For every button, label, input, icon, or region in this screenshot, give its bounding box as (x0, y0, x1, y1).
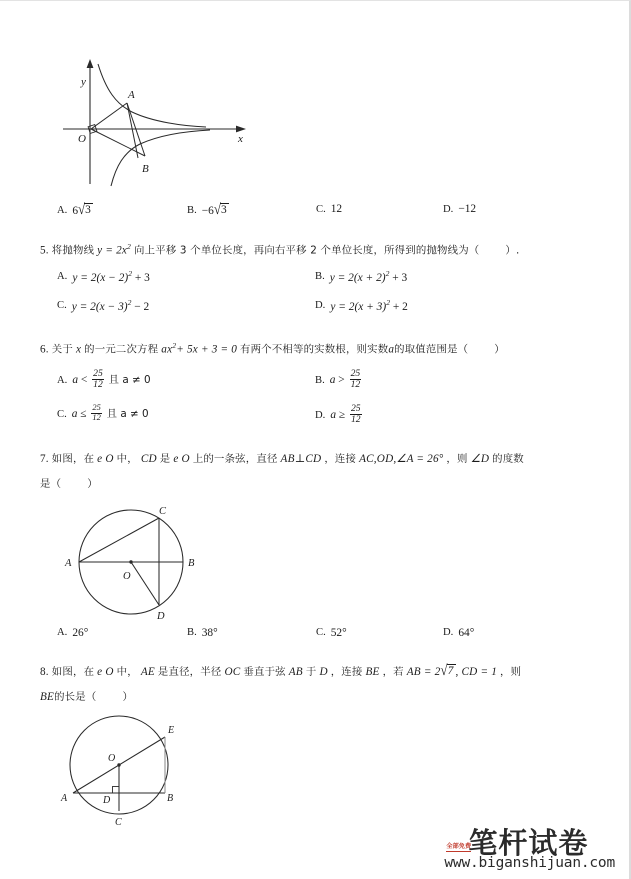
q5-text-c: ）. (505, 244, 520, 257)
q6-option-d-value (330, 405, 363, 426)
q5-option-c-tag: C. (57, 299, 67, 311)
q6-option-d-numerator: 25 (351, 403, 361, 415)
q6-formula-2: + 5x + 3 = 0 (176, 343, 238, 356)
svg-text:O: O (123, 570, 131, 582)
svg-text:C: C (159, 505, 167, 517)
q5-options-row-2 (40, 298, 600, 324)
q5-option-a[interactable] (57, 269, 150, 284)
q5-option-b[interactable] (315, 269, 407, 284)
q5-option-d-exp: 2 (386, 298, 390, 308)
svg-text:O: O (108, 753, 116, 765)
q7-angle-d: ∠D (470, 453, 490, 466)
question-7-stem (40, 449, 600, 470)
q6-option-c-var: a (71, 408, 78, 421)
q5-option-c-rhs: − 2 (134, 300, 150, 313)
q4-option-a-value: 6 √ 3 (72, 200, 91, 218)
hyperbola-svg (58, 46, 258, 191)
q6-option-d-tag: D. (315, 410, 326, 422)
q7-text-d: 上的一条弦，直径 (192, 453, 278, 466)
svg-text:A: A (128, 89, 135, 101)
q5-option-b-tag: B. (315, 270, 325, 282)
q6-option-c-suffix: 且 a ≠ 0 (106, 408, 149, 421)
q7-perp-symbol: ⊥ (294, 453, 306, 466)
q5-option-a-lhs: y = 2 (72, 271, 97, 284)
q8-circle-symbol: e (97, 665, 103, 678)
q7-segments: AC,OD, (359, 453, 397, 466)
q6-option-a-suffix: 且 a ≠ 0 (108, 374, 151, 387)
q7-text-b: 中， (116, 453, 138, 466)
q6-text-e: ） (494, 343, 505, 356)
q6-option-a-numerator: 25 (93, 368, 103, 380)
q6-options-row-1 (40, 370, 600, 400)
q5-option-a-value: $y = 2(x - 2)^2 + 3$ (72, 269, 150, 284)
q8-text-b: 中， (116, 665, 138, 678)
watermark-url: www.biganshijuan.com (444, 855, 615, 871)
q6-option-b-denominator: 12 (350, 379, 361, 391)
q5-text-a: 将抛物线 (51, 244, 95, 257)
q7-option-d[interactable] (443, 627, 474, 639)
q6-text-d: 的取值范围是（ (394, 343, 469, 356)
q7-text-f: ，则 (446, 453, 468, 466)
circle-figure-q7 (55, 502, 600, 622)
q6-option-a-value (72, 370, 150, 391)
question-5-stem (40, 240, 600, 262)
q7-text-c: 是 (159, 453, 171, 466)
q4-option-b[interactable] (187, 200, 229, 218)
q6-var-x: x (75, 343, 82, 356)
q7-circle-symbol-2: e (173, 453, 179, 466)
q6-option-c-numerator: 25 (92, 403, 101, 413)
svg-text:D: D (157, 610, 165, 622)
q7-chord-cd-2: CD (305, 453, 322, 466)
question-8-stem: 8. 如图，在 e O 中， AE 是直径，半径 OC 垂直于弦 AB 于 D ，连接 BE ，若 AB = 2 √ 7 , CD = 1 ，则 (40, 660, 522, 679)
q4-option-c-tag: C. (316, 203, 326, 215)
q6-option-d-denominator: 12 (351, 414, 361, 426)
q7-circle-symbol: e (97, 453, 103, 466)
q7-option-a-value: 26° (72, 626, 89, 639)
q6-option-c-rel: ≤ (80, 408, 87, 421)
q8-sqrt7-radicand: 7 (447, 664, 454, 677)
q7-option-c-tag: C. (316, 627, 326, 639)
q7-number: 7. (40, 453, 49, 466)
q7-text-line2-b: ） (87, 478, 98, 491)
q5-option-b-exp: 2 (385, 269, 390, 279)
circle-figure-q8 (55, 715, 600, 830)
hyperbola-figure (58, 46, 600, 191)
q8-text-f: ，连接 (330, 665, 363, 678)
q6-option-b-tag: B. (315, 375, 325, 387)
q4-option-d-value: −12 (458, 203, 477, 215)
q6-text-b: 的一元二次方程 (84, 343, 159, 356)
q6-option-c-denominator: 12 (92, 412, 101, 422)
q5-option-b-lhs: y = 2 (329, 271, 354, 284)
q7-option-a-tag: A. (57, 627, 68, 639)
q6-option-b-rel: > (338, 374, 345, 387)
q8-diameter-ae: AE (140, 665, 155, 678)
q7-option-a[interactable] (57, 627, 88, 639)
q4-option-b-tag: B. (187, 204, 197, 216)
q7-center-o-2: O (181, 453, 190, 466)
q7-option-c[interactable] (316, 627, 347, 639)
svg-text:x: x (238, 133, 243, 145)
q7-option-c-value: 52° (330, 626, 347, 639)
q6-option-d-fraction (350, 404, 362, 425)
q6-options-row-2 (40, 405, 600, 435)
svg-text:B: B (167, 793, 174, 805)
q5-option-c-value: $y = 2(x - 3)^2 - 2$ (71, 298, 150, 313)
svg-text:E: E (168, 725, 175, 737)
q7-text-e: ，连接 (324, 453, 357, 466)
q5-option-b-inner: x + 2 (357, 271, 382, 284)
q6-option-a-tag: A. (57, 375, 68, 387)
q7-option-d-value: 64° (458, 626, 475, 639)
q7-text-line2: 是（ (40, 478, 62, 491)
q5-option-d-rhs: + 2 (392, 300, 408, 313)
q5-text-b: 向上平移 3 个单位长度，再向右平移 2 个单位长度，所得到的抛物线为（ (134, 244, 480, 257)
question-8-stem-line2 (40, 687, 600, 708)
q8-center-o: O (105, 665, 114, 678)
q8-text-e: 于 (305, 665, 317, 678)
q5-option-a-exp: 2 (128, 269, 132, 279)
q6-exponent: 2 (172, 341, 177, 351)
circle-q8-svg (55, 715, 230, 830)
q5-options-row-1 (40, 269, 600, 295)
q4-option-d-tag: D. (443, 203, 454, 215)
svg-text:B: B (142, 163, 149, 175)
q7-option-b[interactable] (187, 627, 218, 639)
question-7-stem-line2 (40, 474, 600, 495)
q5-option-a-tag: A. (57, 270, 68, 282)
q8-point-d: D (319, 665, 328, 678)
q5-number: 5. (40, 244, 49, 257)
q8-text-d: 垂直于弦 (243, 665, 286, 678)
q5-option-c-inner: x − 3 (99, 300, 124, 313)
q7-option-b-tag: B. (187, 627, 197, 639)
q5-option-a-inner: x − 2 (100, 271, 125, 284)
q8-chord-ab: AB (288, 665, 303, 678)
q5-option-c-lhs: y = 2 (71, 300, 96, 313)
q8-ab-equation: AB = 2 (406, 665, 441, 678)
q6-text-a: 关于 (51, 343, 73, 356)
q7-center-o: O (105, 453, 114, 466)
q5-option-d-inner: x + 3 (358, 300, 383, 313)
q6-option-a-fraction (92, 369, 104, 390)
q8-cd-equation: CD = 1 (461, 665, 497, 678)
q7-text-a: 如图，在 (51, 453, 95, 466)
svg-text:A: A (65, 557, 72, 569)
q6-option-c-value (72, 405, 149, 424)
q4-option-d[interactable] (443, 203, 476, 215)
q5-option-d-value: $y = 2(x + 3)^2 + 2$ (330, 298, 408, 313)
q6-option-d[interactable] (315, 405, 364, 426)
q6-option-b-fraction (350, 369, 362, 390)
q5-option-d[interactable] (315, 298, 408, 313)
svg-text:C: C (115, 817, 122, 829)
q7-option-d-tag: D. (443, 627, 454, 639)
svg-text:A: A (61, 793, 68, 805)
q6-option-b-var: a (329, 374, 336, 387)
q4-options-row (40, 200, 600, 229)
q4-option-a[interactable] (57, 200, 93, 218)
q6-number: 6. (40, 343, 49, 356)
q6-option-c-tag: C. (57, 408, 67, 420)
q7-text-g: 的度数 (492, 453, 524, 466)
q6-option-a-var: a (72, 374, 79, 387)
q5-option-a-rhs: + 3 (134, 271, 150, 284)
q8-segment-be: BE (365, 665, 380, 678)
q6-option-a-rel: < (80, 374, 88, 387)
watermark (444, 825, 615, 871)
q6-option-b-value (330, 370, 363, 391)
q4-option-a-tag: A. (57, 204, 68, 216)
q5-formula: y = 2x (97, 244, 128, 257)
q5-option-c-exp: 2 (127, 298, 132, 308)
q8-line2-text: 的长是（ (54, 690, 97, 703)
page-content (40, 1, 600, 830)
q5-option-c[interactable] (57, 298, 149, 313)
q7-diameter-ab: AB (280, 453, 295, 466)
q8-number: 8. (40, 665, 49, 678)
q8-line2-be: BE (40, 690, 55, 703)
watermark-brand: 笔杆试卷 (468, 825, 589, 860)
svg-text:D: D (103, 795, 111, 807)
svg-text:y: y (81, 76, 86, 88)
q6-formula: ax (161, 343, 173, 356)
q5-option-b-rhs: + 3 (392, 271, 408, 284)
svg-text:B: B (188, 557, 195, 569)
q6-option-c[interactable] (57, 405, 149, 424)
q7-chord-cd: CD (140, 453, 157, 466)
q5-option-b-value: $y = 2(x + 2)^2 + 3$ (329, 269, 408, 284)
q8-radius-oc: OC (224, 665, 241, 678)
q4-option-c[interactable] (316, 203, 342, 215)
q6-option-a[interactable] (57, 370, 151, 391)
circle-q7-svg (55, 502, 240, 622)
svg-text:O: O (78, 133, 86, 145)
q4-option-c-value: 12 (330, 203, 343, 215)
q8-text-g: ，若 (382, 665, 404, 678)
q5-option-d-tag: D. (315, 299, 326, 311)
q6-option-a-denominator: 12 (93, 379, 103, 391)
q6-option-d-rel: ≥ (338, 409, 346, 422)
question-6-stem (40, 339, 600, 361)
q8-text-h: ，则 (500, 665, 522, 678)
q6-option-b[interactable] (315, 370, 363, 391)
q7-angle-a: ∠A = 26° (396, 453, 444, 466)
q8-text-c: 是直径，半径 (157, 665, 222, 678)
q8-sqrt7: √ 7 (440, 660, 454, 679)
q7-option-b-value: 38° (201, 626, 218, 639)
q4-option-b-value: −6 √ 3 (201, 200, 227, 218)
watermark-free-tag: 全部免费 (446, 843, 472, 851)
q5-exponent: 2 (127, 242, 132, 251)
q6-text-c: 有两个不相等的实数根，则实数 (240, 343, 389, 356)
q8-line2-text-c: ） (122, 690, 134, 703)
q7-options-row (40, 627, 600, 653)
q6-option-d-var: a (330, 409, 337, 422)
q6-option-c-fraction (91, 404, 101, 423)
q6-option-b-numerator: 25 (350, 368, 361, 380)
q5-option-d-lhs: y = 2 (330, 300, 355, 313)
q8-text-a: 如图，在 (51, 665, 95, 678)
q6-var-a: a (388, 343, 395, 356)
